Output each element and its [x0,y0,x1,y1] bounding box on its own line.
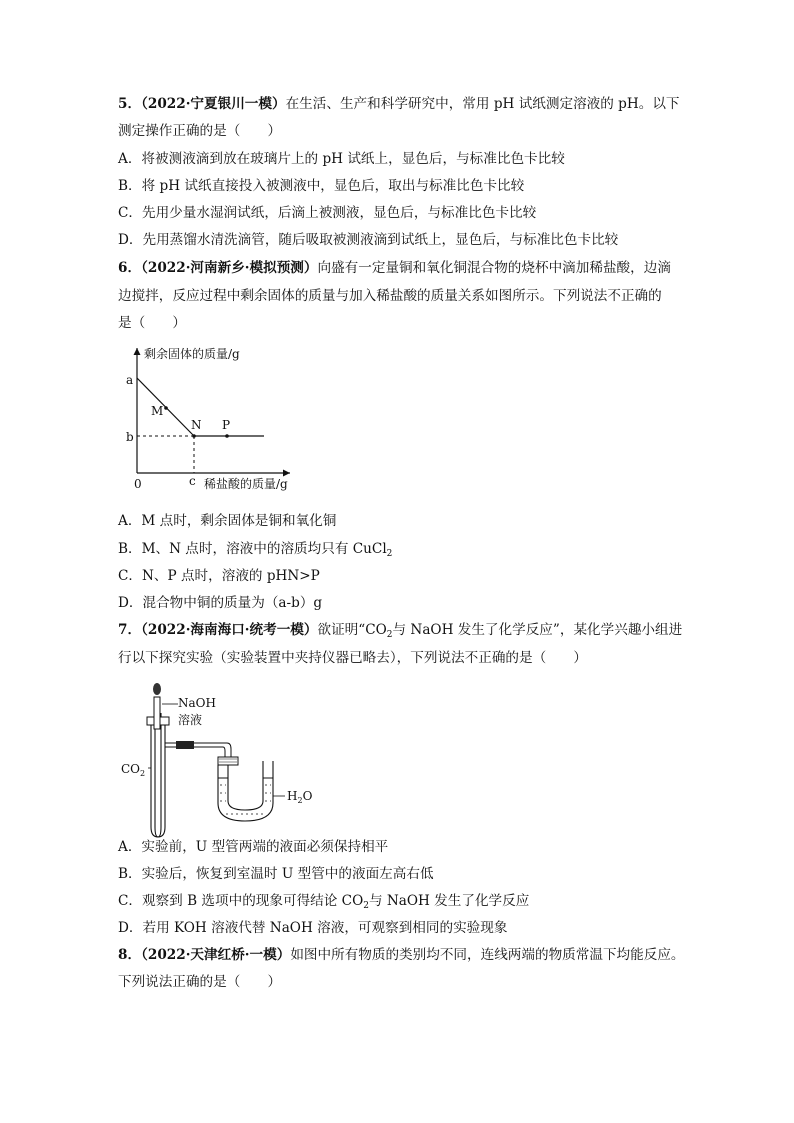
q6-option-a: A．M 点时，剩余固体是铜和氧化铜 [118,513,337,529]
q5-stem-text1: 在生活、生产和科学研究中，常用 pH 试纸测定溶液的 pH。以下 [285,96,680,112]
u-tube-stopper [218,757,238,765]
u-tube-water [222,776,268,813]
dropper-bulb [153,683,161,695]
a-label: a [126,373,134,387]
q6-mass-graph [118,340,308,500]
q6-source: （2022·河南新乡·模拟预测） [141,260,318,276]
y-axis-label: 剩余固体的质量/g [144,347,240,361]
q5-source: （2022·宁夏银川一模） [141,96,286,112]
q7-apparatus-diagram [118,677,338,837]
test-tube [155,713,161,837]
q6-option-d: D．混合物中铜的质量为（a-b）g [118,595,323,611]
q5-stem-line1 [118,95,680,113]
q7-stem-line2: 行以下探究实验（实验装置中夹持仪器已略去），下列说法不正确的是（ ） [118,650,587,666]
q7-option-c-sub: 2 [363,901,369,911]
n-label: N [191,418,202,432]
m-label: M [151,404,164,418]
origin-label: 0 [134,477,142,491]
q8-stem-text1: 如图中所有物质的类别均不同，连线两端的物质常温下均能反应。 [290,947,685,963]
point-n [192,434,196,438]
q6-option-b [118,540,392,558]
q7-option-b: B．实验后，恢复到室温时 U 型管中的液面左高右低 [118,866,434,882]
q8-source: （2022·天津红桥·一模） [141,947,291,963]
q7-option-a: A．实验前，U 型管两端的液面必须保持相平 [118,839,389,855]
q5-option-a: A．将被测液滴到放在玻璃片上的 pH 试纸上，显色后，与标准比色卡比较 [118,151,565,167]
test-tube-outer [151,722,165,837]
q6-number: 6． [118,260,142,276]
h2o-label [287,789,313,805]
q7-stem-b: 与 NaOH 发生了化学反应”，某化学兴趣小组进 [392,622,683,638]
x-axis-label: 稀盐酸的质量/g [204,477,288,491]
co2-text: CO [121,762,141,776]
h2o-text-a: H [287,789,298,803]
q7-stem-sub: 2 [386,630,393,640]
q8-stem-line1 [118,946,685,964]
q7-option-d: D．若用 KOH 溶液代替 NaOH 溶液，可观察到相同的实验现象 [118,920,508,936]
q6-option-b-sub: 2 [386,549,393,559]
q5-option-d: D．先用蒸馏水清洗滴管，随后吸取被测液滴到试纸上，显色后，与标准比色卡比较 [118,232,619,248]
solution-label: 溶液 [178,713,203,727]
co2-sub: 2 [140,769,146,778]
q8-number: 8． [118,947,142,963]
rubber-joint [176,741,194,749]
co2-label [121,762,145,778]
dropper-tube [154,697,160,729]
q6-stem-line1 [118,259,671,277]
point-p [225,434,229,438]
q6-stem-line2: 边搅拌，反应过程中剩余固体的质量与加入稀盐酸的质量关系如图所示。下列说法不正确的 [118,288,662,304]
q7-stem-a: 欲证明“CO [317,622,387,638]
q7-source: （2022·海南海口·统考一模） [141,622,318,638]
q5-option-c: C．先用少量水湿润试纸，后滴上被测液，显色后，与标准比色卡比较 [118,205,537,221]
q6-option-c: C．N、P 点时，溶液的 pHN>P [118,568,320,584]
q8-stem-line2: 下列说法正确的是（ ） [118,974,282,990]
q5-option-b: B．将 pH 试纸直接投入被测液中，显色后，取出与标准比色卡比较 [118,178,525,194]
q7-option-c-b: 与 NaOH 发生了化学反应 [368,893,530,909]
q5-number: 5． [118,96,142,112]
q7-option-c-a: C．观察到 B 选项中的现象可得结论 CO [118,893,364,909]
q6-stem-line3: 是（ ） [118,315,186,331]
q5-stem-line2: 测定操作正确的是（ ） [118,123,282,139]
h2o-text-b: O [302,789,313,803]
h2o-sub: 2 [297,796,303,805]
naoh-label: NaOH [178,696,216,710]
q7-option-c [118,892,529,910]
p-label: P [222,418,231,432]
q7-stem-line1 [118,621,682,639]
point-m [164,406,168,410]
q6-stem-text1: 向盛有一定量铜和氧化铜混合物的烧杯中滴加稀盐酸，边滴 [317,260,671,276]
q6-option-b-text: B．M、N 点时，溶液中的溶质均只有 CuCl [118,541,387,557]
q7-number: 7． [118,622,142,638]
c-label: c [189,474,196,488]
b-label: b [126,430,134,444]
